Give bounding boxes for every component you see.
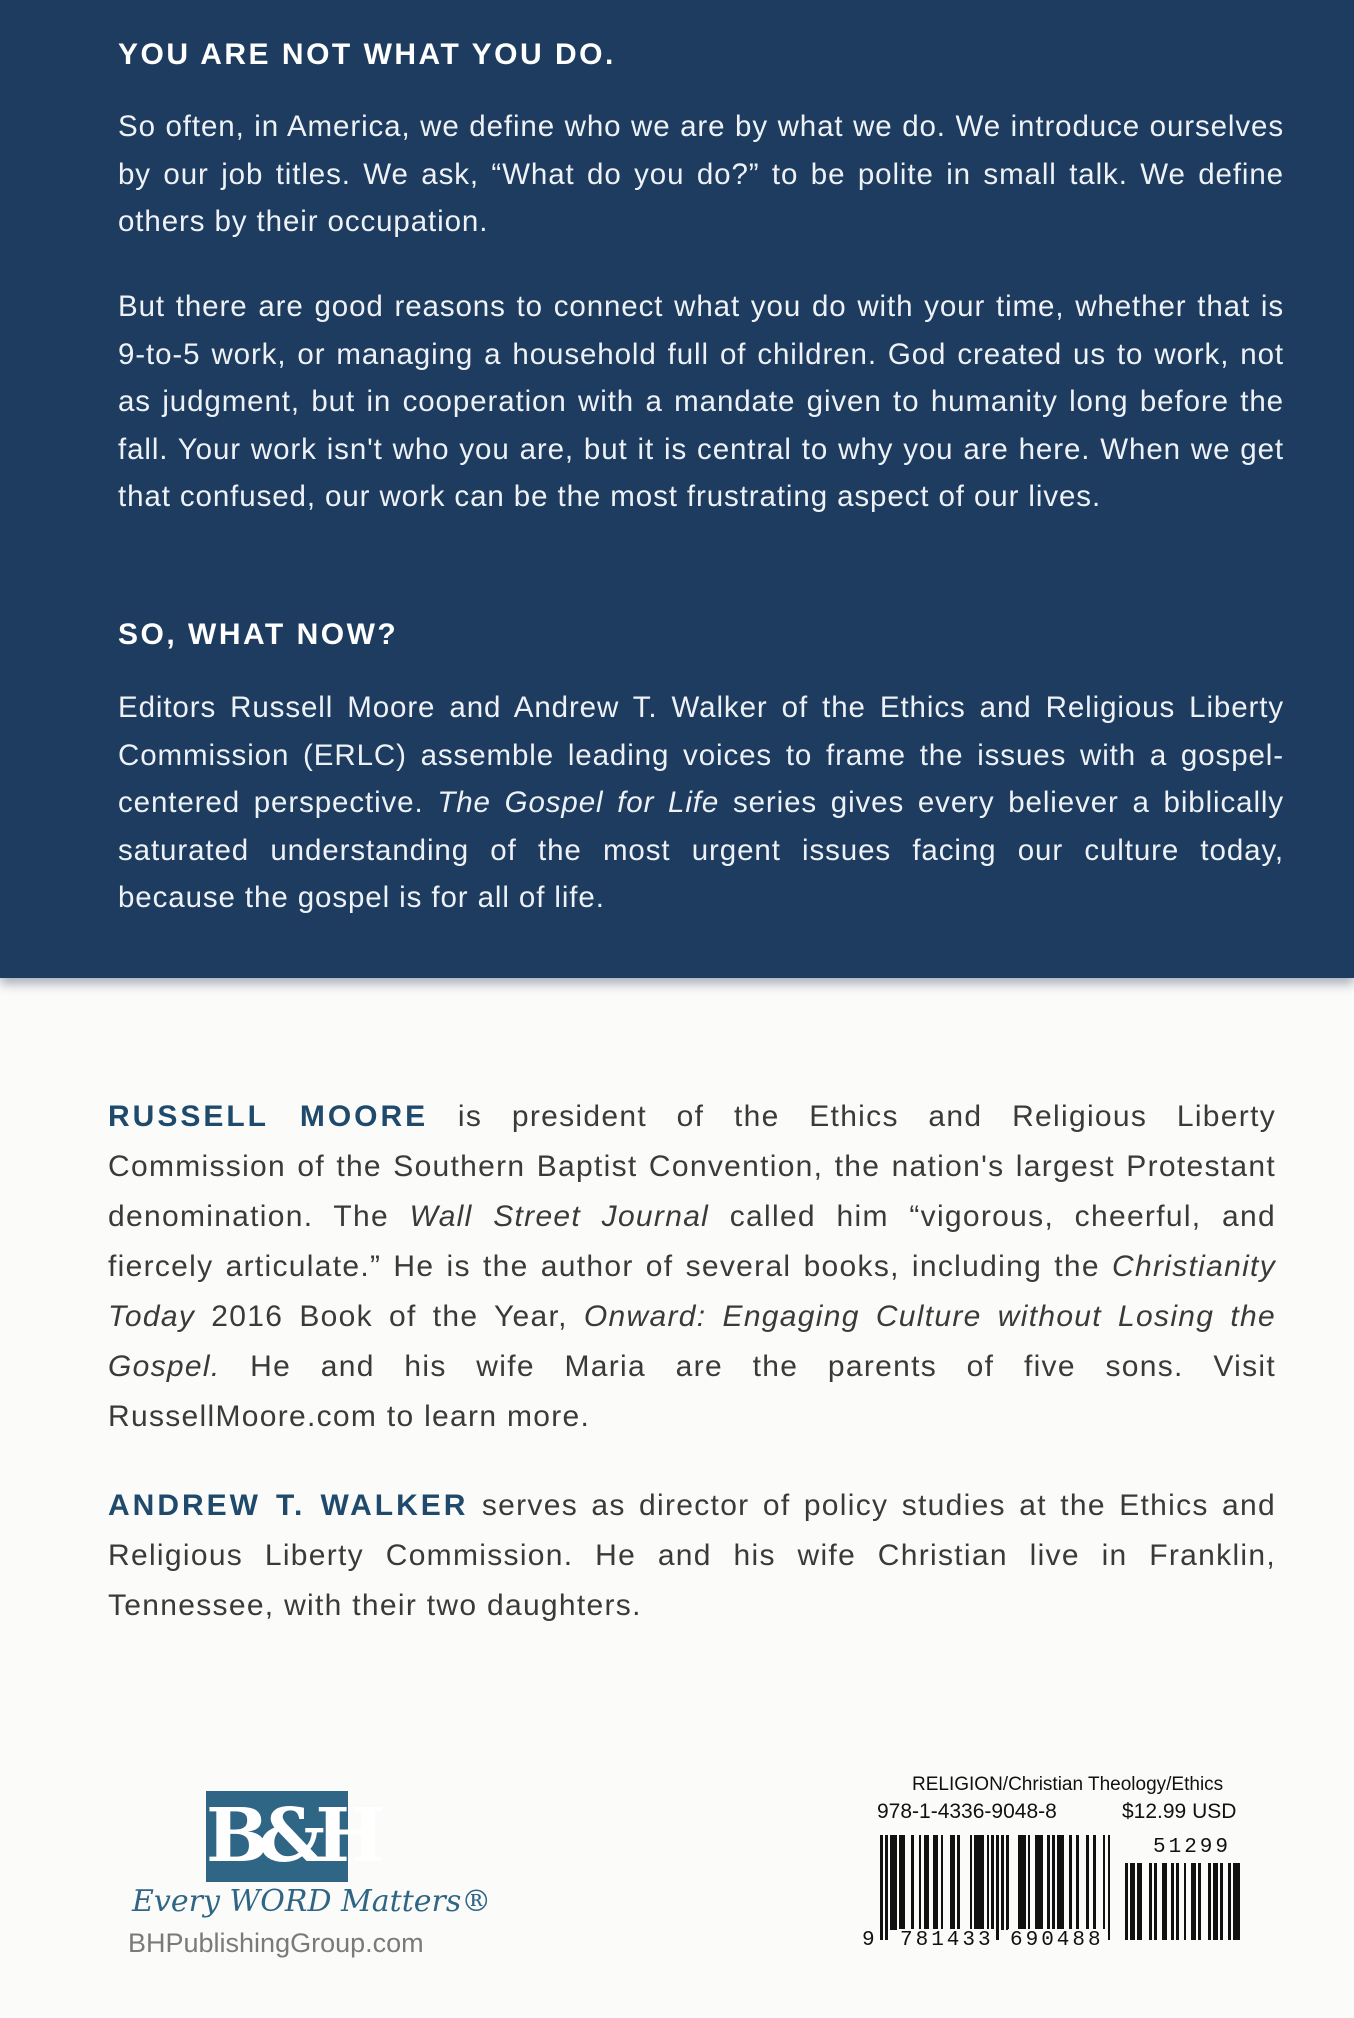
addon-bar [1171,1863,1174,1940]
barcode-bar [957,1835,960,1930]
heading-so-what-now: SO, WHAT NOW? [118,618,399,651]
author-name: RUSSELL MOORE [108,1100,429,1133]
addon-bar [1228,1863,1231,1940]
addon-bar [1208,1863,1211,1940]
description-paragraph-2: But there are good reasons to connect what you do with your time, whether that is 9-to-5 work, or managing a household full of children. God created us to work, not as judgment, but in cooperation with a mandate given to humanity long before the fall. Your work isn't who you are, but it is central to why you are here. When we get that confused, our work can be the most frustrating aspect of our lives. [118,290,1284,513]
addon-bar [1216,1863,1219,1940]
price-addon-barcode [1125,1863,1240,1940]
barcode-bar [1103,1835,1106,1940]
barcode-bar [880,1835,883,1940]
ean-first-digit: 9 [862,1929,878,1952]
barcode-bar [911,1835,914,1930]
barcode-bar [1001,1835,1004,1930]
isbn-text: 978-1-4336-9048-8 [877,1800,1057,1823]
barcode-bar [1093,1835,1096,1930]
author-name: ANDREW T. WALKER [108,1489,469,1522]
barcode-bar [991,1835,994,1940]
blue-description-panel [0,0,1354,978]
bisac-category: RELIGION/Christian Theology/Ethics [912,1774,1224,1795]
barcode-bar [1076,1835,1079,1930]
barcode-bar [1040,1835,1043,1930]
publisher-url[interactable]: BHPublishingGroup.com [128,1928,424,1958]
text: He and his wife Maria are the parents of five sons. Visit RussellMoore.com to learn more. [108,1350,1276,1433]
addon-bar [1184,1863,1187,1940]
barcode-bar [926,1835,929,1930]
barcode-bar [1047,1835,1050,1930]
addon-bar [1176,1863,1179,1940]
text: 2016 Book of the Year, [195,1300,584,1333]
bio-russell-moore [108,1092,1276,1442]
ean-right-digits: 690488 [1010,1929,1104,1952]
barcode-bar [1062,1835,1065,1930]
text: serves as director of policy studies at the Ethics and Religious Liberty Commission. He and his wife Christian live in Franklin, Tennessee, with their two daughters. [108,1489,1277,1622]
addon-bar [1164,1863,1167,1940]
heading-you-are-not-what-you-do: YOU ARE NOT WHAT YOU DO. [118,38,616,71]
barcode-bar [1028,1835,1031,1930]
addon-bar [1149,1863,1152,1940]
barcode-bar [919,1835,922,1930]
addon-bar [1154,1863,1157,1940]
barcode-bar [941,1835,944,1930]
series-title: The Gospel for Life [437,786,720,819]
publisher-logo: B&H [206,1791,348,1882]
addon-bar [1220,1863,1223,1940]
text: series gives every believer a biblically saturated understanding of the most urgent issues facing our culture today, because the gospel is for all of life. [118,786,1285,914]
barcode-bar [996,1835,999,1940]
ean-left-digits: 781433 [900,1929,994,1952]
price-text: $12.99 USD [1122,1800,1237,1823]
barcode-bar [895,1835,898,1930]
barcode-bar [1069,1835,1072,1930]
text: called him “vigorous, cheerful, and fiercely articulate.” He is the author of several books, including the [108,1200,1276,1283]
barcode-bar [1052,1835,1055,1930]
barcode-bar [1006,1835,1009,1930]
addon-digits: 51299 [1153,1836,1232,1859]
barcode-bar [1023,1835,1026,1930]
text: Editors Russell Moore and Andrew T. Walker of the Ethics and Religious Liberty Commission (ERLC) assemble leading voices to frame the issues with a gospel-centered perspective. [118,691,1284,819]
barcode-bar [1108,1835,1111,1940]
bio-andrew-walker [108,1481,1276,1631]
addon-bar [1132,1863,1135,1940]
addon-bar [1140,1863,1143,1940]
italic-title: Christianity Today [108,1250,1276,1333]
barcode-bar [936,1835,939,1930]
barcode-bar [987,1835,990,1930]
description-paragraph-1: So often, in America, we define who we are by what we do. We introduce ourselves by our job titles. We ask, “What do you do?” to be polite in small talk. We define others by their occupation. [118,110,1284,238]
addon-bar [1125,1863,1128,1940]
addon-bar [1198,1863,1201,1940]
description-paragraph-3 [118,684,1284,922]
italic-title: Wall Street Journal [409,1200,710,1233]
barcode-bar [953,1835,956,1930]
barcode-bar [970,1835,973,1930]
barcode-bar [982,1835,985,1930]
barcode-bar [885,1835,888,1940]
barcode-bar [1086,1835,1089,1930]
publisher-tagline: Every WORD Matters® [132,1884,492,1919]
addon-bar [1194,1863,1197,1940]
addon-bar [1238,1863,1241,1940]
barcode-bar [902,1835,905,1930]
italic-title: Onward: Engaging Culture without Losing the Gospel. [108,1300,1276,1383]
text: is president of the Ethics and Religious Liberty Commission of the Southern Baptist Convention, the nation's largest Protestant denomination. The [108,1100,1277,1233]
isbn-barcode [880,1835,1110,1940]
